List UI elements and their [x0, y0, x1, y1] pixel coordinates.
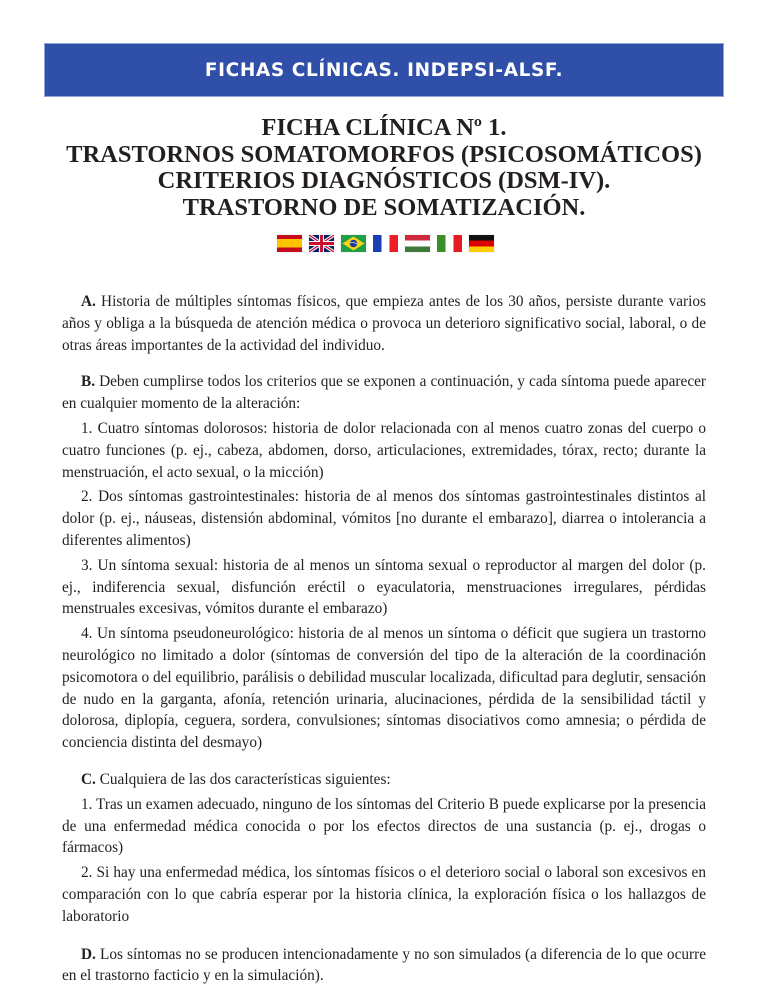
- flag-germany-icon[interactable]: [469, 235, 494, 252]
- criterion-b-item-3: 3. Un síntoma sexual: historia de al menos un síntoma sexual o reproductor al margen del dolor (p. ej., indiferencia sexual, disfunción eréctil o eyaculatoria, menstruaciones irregulares, pérdidas menstruales excesivas, vómitos durante el embarazo): [62, 556, 706, 618]
- criterion-b-item-4: 4. Un síntoma pseudoneurológico: historia de al menos un síntoma o déficit que sugiera un trastorno neurológico no limitado a dolor (síntomas de conversión del tipo de la alteración de la coordinación psicomotora o del equilibrio, parálisis o debilidad muscular localizada, dificultad para deglutir, sensación de nudo en la garganta, afonía, retención urinaria, alucinaciones, pérdida de la sensibilidad táctil y dolorosa, diplopía, ceguera, sordera, convulsiones; síntomas disociativos como amnesia; o pérdida de conciencia distinta del desmayo): [62, 625, 706, 752]
- criteria-body: [62, 291, 706, 987]
- banner-title: FICHAS CLÍNICAS. INDEPSI-ALSF.: [204, 60, 564, 81]
- criterion-a-text: Historia de múltiples síntomas físicos, que empieza antes de los 30 años, persiste durante varios años y obliga a la búsqueda de atención médica o provoca un deterioro significativo social, laboral, o de otras áreas importantes de la actividad del individuo.: [62, 293, 706, 354]
- criterion-b-item-1: 1. Cuatro síntomas dolorosos: historia de dolor relacionada con al menos cuatro zonas del cuerpo o cuatro funciones (p. ej., cabeza, abdomen, dorso, articulaciones, extremidades, tórax, recto; durante la menstruación, el acto sexual, o la micción): [62, 419, 706, 481]
- criterion-d: [62, 944, 706, 988]
- criterion-c-text: Cualquiera de las dos características siguientes:: [95, 770, 391, 788]
- page-title: [0, 115, 768, 221]
- criterion-d-text: Los síntomas no se producen intencionadamente y no son simulados (a diferencia de lo que ocurre en el trastorno facticio y en la simulación).: [62, 945, 706, 985]
- criterion-d-label: D.: [81, 945, 96, 963]
- criterion-a: [62, 291, 706, 356]
- title-line-1: FICHA CLÍNICA Nº 1.: [261, 114, 507, 141]
- language-flags: [277, 235, 494, 252]
- title-line-4: TRASTORNO DE SOMATIZACIÓN.: [182, 193, 586, 221]
- header-banner: [45, 44, 723, 96]
- flag-italy-icon[interactable]: [437, 235, 462, 252]
- criterion-c-item-1: 1. Tras un examen adecuado, ninguno de los síntomas del Criterio B puede explicarse por la presencia de una enfermedad médica conocida o por los efectos directos de una sustancia (p. ej., drogas o fármacos): [62, 795, 706, 857]
- flag-spain-icon[interactable]: [277, 235, 302, 252]
- criterion-b-label: B.: [81, 373, 96, 391]
- criterion-c: [62, 769, 706, 791]
- criterion-b-item-2: 2. Dos síntomas gastrointestinales: historia de al menos dos síntomas gastrointestinales distintos al dolor (p. ej., náuseas, distensión abdominal, vómitos [no durante el embarazo], diarrea o intolerancia a diferentes alimentos): [62, 488, 706, 549]
- criterion-b: [62, 371, 706, 415]
- criterion-b-text: Deben cumplirse todos los criterios que se exponen a continuación, y cada síntoma puede aparecer en cualquier momento de la alteración:: [62, 373, 706, 413]
- flag-france-icon[interactable]: [373, 235, 398, 252]
- title-line-3: CRITERIOS DIAGNÓSTICOS (DSM-IV).: [157, 167, 611, 194]
- title-line-2: TRASTORNOS SOMATOMORFOS (PSICOSOMÁTICOS): [66, 140, 702, 168]
- criterion-a-label: A.: [81, 293, 96, 310]
- flag-brazil-icon[interactable]: [341, 235, 366, 252]
- flag-uk-icon[interactable]: [309, 235, 334, 252]
- flag-hungary-icon[interactable]: [405, 235, 430, 252]
- criterion-c-item-2: 2. Si hay una enfermedad médica, los síntomas físicos o el deterioro social o laboral son excesivos en comparación con lo que cabría esperar por la historia clínica, la exploración física o los hallazgos de laboratorio: [62, 864, 706, 925]
- criterion-c-label: C.: [81, 770, 96, 788]
